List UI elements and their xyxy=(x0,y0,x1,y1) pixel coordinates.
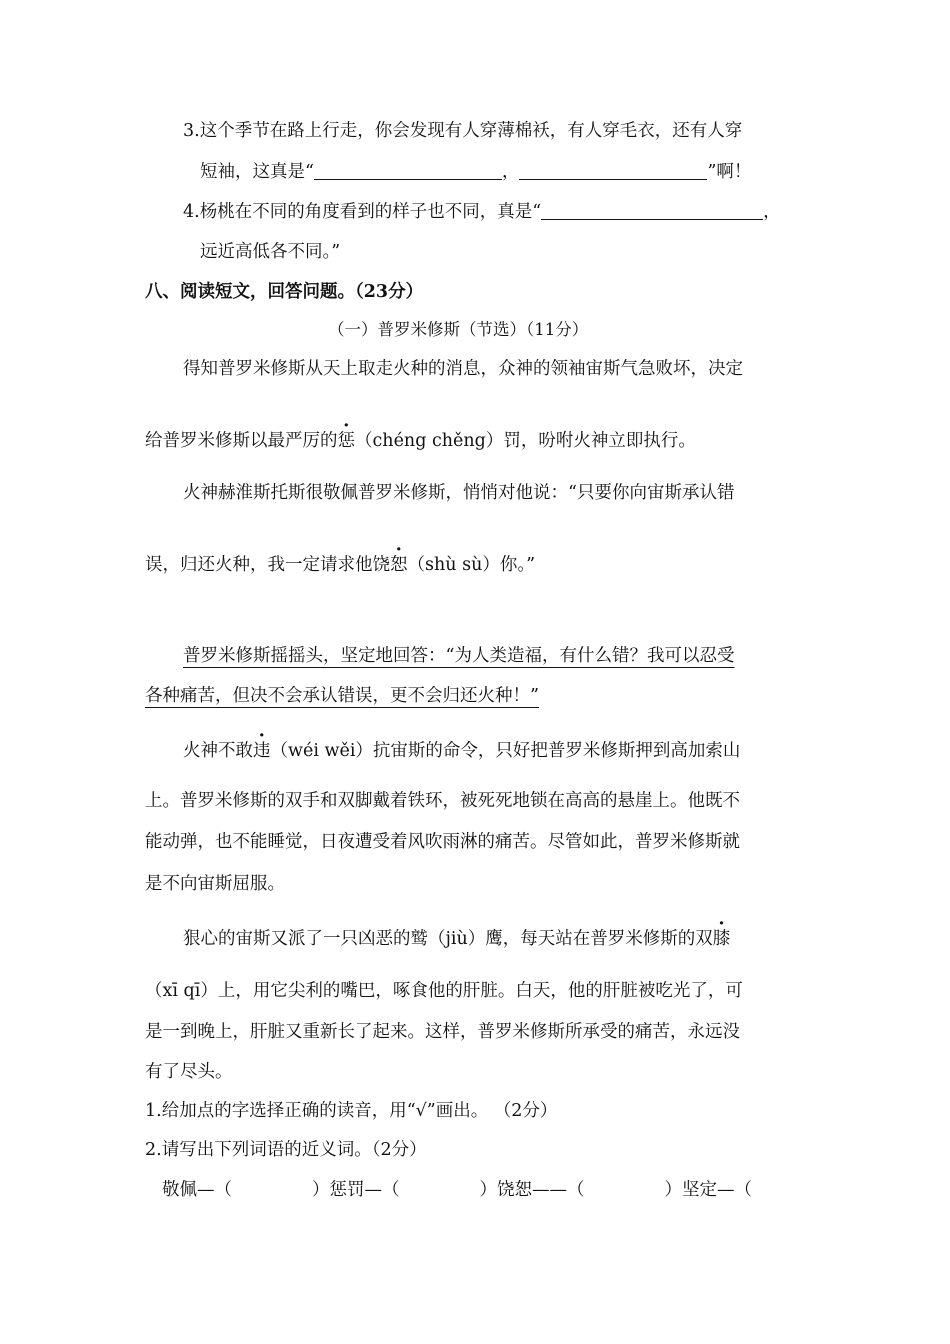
p5-text-pre: 狠心的宙斯又派了一只凶恶的鹫（jiù）鹰，每天站在普罗米修斯的双 xyxy=(183,929,713,949)
q3-text-post: ”啊！ xyxy=(707,162,752,182)
p4-text-post: （wéi wěi）抗宙斯的命令，只好把普罗米修斯押到高加索山 xyxy=(270,741,741,761)
p5-line-3: 是一到晚上，肝脏又重新长了起来。这样，普罗米修斯所承受的痛苦，永远没 xyxy=(145,1022,740,1042)
q4-line-1 xyxy=(183,200,781,224)
dotted-char-shu: 恕 xyxy=(390,555,408,575)
question-2-answers xyxy=(162,1178,752,1202)
synonym-item-2: ）惩罚—（ xyxy=(312,1180,400,1200)
p4-text-pre: 火神不敢 xyxy=(183,741,253,761)
question-2: 2.请写出下列词语的近义词。（2分） xyxy=(145,1140,427,1160)
p4-line-2: 上。普罗米修斯的双手和双脚戴着铁环，被死死地锁在高高的悬崖上。他既不 xyxy=(145,791,740,811)
p5-line-4: 有了尽头。 xyxy=(145,1062,233,1082)
question-1: 1.给加点的字选择正确的读音，用“√”画出。 （2分） xyxy=(145,1101,558,1121)
p3-line-2: 各种痛苦，但决不会承认错误，更不会归还火种！” xyxy=(145,686,539,706)
p4-line-1 xyxy=(183,739,740,763)
q3-text-pre: 短袖，这真是“ xyxy=(200,162,314,182)
p4-line-4: 是不向宙斯屈服。 xyxy=(145,874,285,894)
passage-title: （一）普罗米修斯（节选）（11分） xyxy=(328,320,589,339)
synonym-item-4: ）坚定—（ xyxy=(664,1180,752,1200)
p2-line-1: 火神赫淮斯托斯很敬佩普罗米修斯，悄悄对他说：“只要你向宙斯承认错 xyxy=(183,483,735,503)
p5-line-2: （xī qī）上，用它尖利的嘴巴，啄食他的肝脏。白天，他的肝脏被吃光了，可 xyxy=(145,981,743,1001)
p1-text-pinyin: （chéng chěng）罚，吩咐火神立即执行。 xyxy=(355,431,696,451)
p5-line-1 xyxy=(183,927,730,951)
p3-line-1: 普罗米修斯摇摇头，坚定地回答：“为人类造福，有什么错？我可以忍受 xyxy=(183,646,735,666)
synonym-item-3: ）饶恕——（ xyxy=(479,1180,585,1200)
q3-separator: ， xyxy=(501,162,520,182)
q4-text-post: ， xyxy=(763,202,781,222)
p1-line-1: 得知普罗米修斯从天上取走火种的消息，众神的领袖宙斯气急败坏，决定 xyxy=(183,359,743,379)
dotted-char-xi: 膝 xyxy=(712,929,731,949)
section-8-heading: 八、阅读短文，回答问题。（23分） xyxy=(145,282,424,302)
p1-line-2 xyxy=(145,429,696,453)
q4-blank[interactable] xyxy=(541,201,763,220)
q4-text-pre: 4.杨桃在不同的角度看到的样子也不同，真是“ xyxy=(183,202,542,222)
dotted-char-cheng: 惩 xyxy=(337,431,355,451)
q3-blank-2[interactable] xyxy=(519,161,707,180)
p4-line-3: 能动弹，也不能睡觉，日夜遭受着风吹雨淋的痛苦。尽管如此，普罗米修斯就 xyxy=(145,832,740,852)
synonym-item-1: 敬佩—（ xyxy=(162,1180,232,1200)
q3-blank-1[interactable] xyxy=(314,161,502,180)
p2-text-post: （shù sù）你。” xyxy=(407,555,536,575)
p1-text-pre: 给普罗米修斯以最严厉的 xyxy=(145,431,338,451)
p2-text-pre: 误，归还火种，我一定请求他饶 xyxy=(145,555,390,575)
q3-line-1: 3.这个季节在路上行走，你会发现有人穿薄棉袄，有人穿毛衣，还有人穿 xyxy=(183,121,743,141)
q4-line-2: 远近高低各不同。” xyxy=(200,242,341,262)
p2-line-2 xyxy=(145,553,535,577)
dotted-char-wei: 违 xyxy=(253,741,271,761)
q3-line-2 xyxy=(200,160,751,184)
